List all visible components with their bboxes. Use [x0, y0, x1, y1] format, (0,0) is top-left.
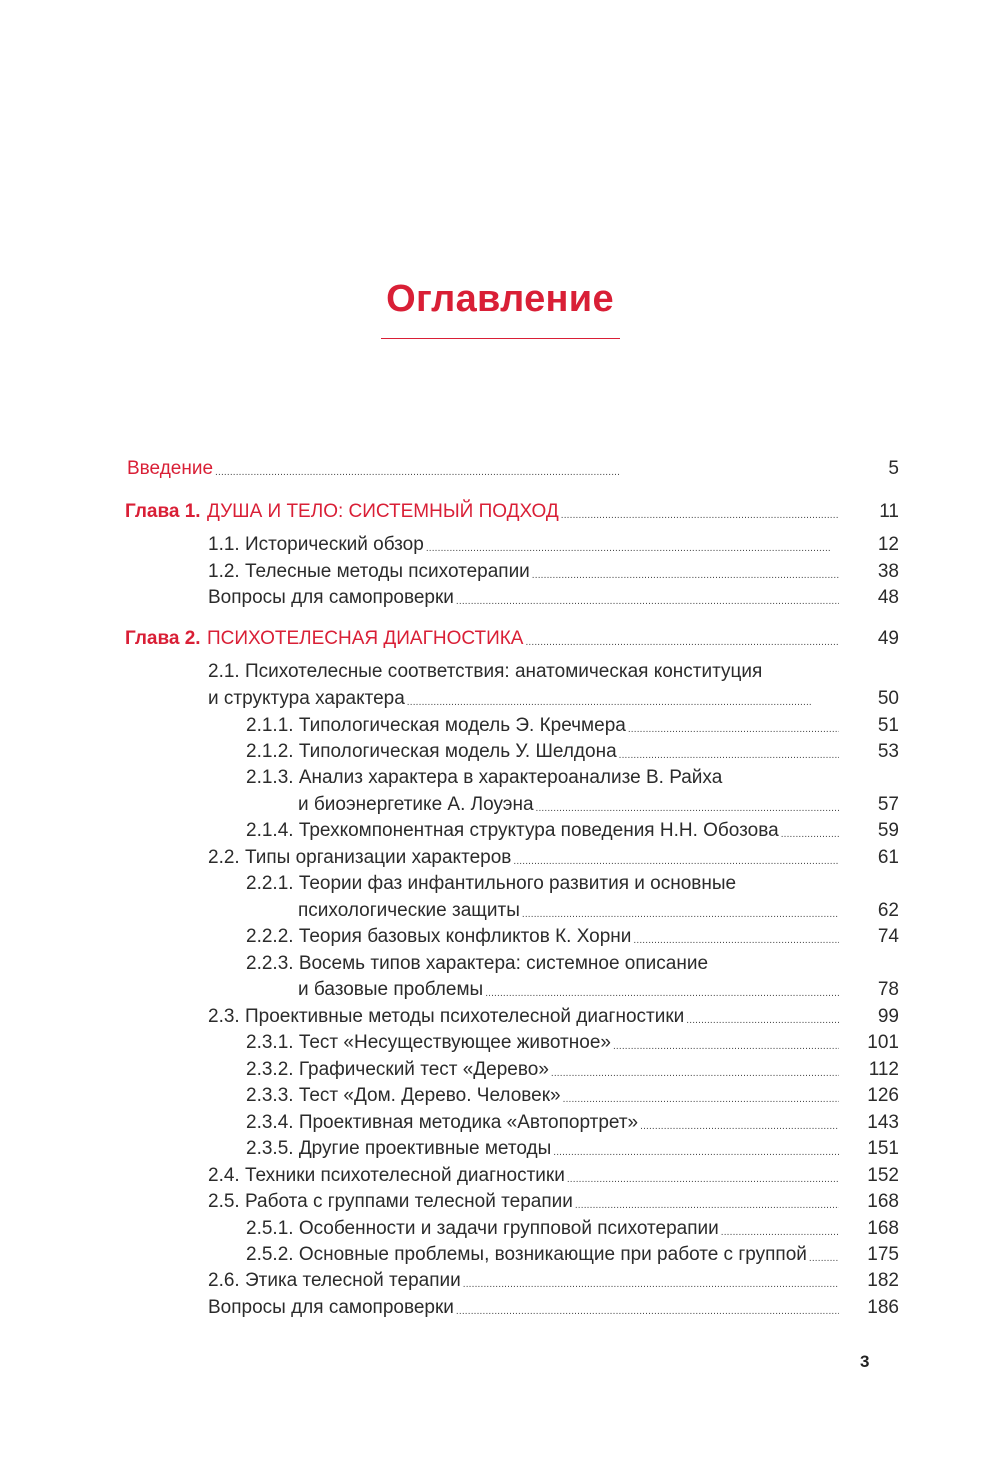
- chapter-title: ПСИХОТЕЛЕСНАЯ ДИАГНОСТИКА: [207, 628, 524, 649]
- toc-entry-page: 74: [877, 926, 899, 947]
- toc-entry-label: психологические защиты: [298, 900, 520, 921]
- leader-dots: [779, 818, 839, 844]
- toc-entry-questions-2[interactable]: [208, 1295, 899, 1321]
- toc-entry-label: 2.3.3. Тест «Дом. Дерево. Человек»: [246, 1085, 561, 1106]
- leader-dots: [719, 1216, 839, 1242]
- toc-entry-page: 11: [879, 501, 899, 522]
- toc-entry-page: 186: [867, 1297, 899, 1318]
- toc-entry-label: 2.3. Проективные методы психотелесной диагностики: [208, 1006, 685, 1027]
- toc-entry-2-1-3-line1: 2.1.3. Анализ характера в характероанализе В. Райха: [246, 767, 723, 788]
- toc-chapter-2[interactable]: [125, 626, 899, 652]
- toc-entry-2-3[interactable]: [208, 1004, 899, 1030]
- toc-entry-2-2[interactable]: [208, 845, 899, 871]
- toc-entry-label: 2.1.1. Типологическая модель Э. Кречмера: [246, 715, 626, 736]
- toc-entry-label: 2.5.1. Особенности и задачи групповой психотерапии: [246, 1218, 719, 1239]
- toc-entry-2-6[interactable]: [208, 1268, 899, 1294]
- toc-entry-page: 12: [877, 534, 899, 555]
- toc-entry-2-2-1[interactable]: [298, 898, 899, 924]
- leader-dots: [523, 626, 839, 652]
- leader-dots: [626, 713, 839, 739]
- toc-entry-label: 2.3.4. Проективная методика «Автопортрет»: [246, 1112, 639, 1133]
- leader-dots: [631, 924, 839, 950]
- leader-dots: [534, 792, 839, 818]
- leader-dots: [638, 1110, 839, 1136]
- toc-entry-label: Вопросы для самопроверки: [208, 1297, 454, 1318]
- chapter-number: Глава 2.: [125, 628, 201, 649]
- toc-entry-page: 151: [867, 1138, 899, 1159]
- toc-entry-page: 152: [867, 1165, 899, 1186]
- toc-entry-label: 2.1.2. Типологическая модель У. Шелдона: [246, 741, 617, 762]
- toc-entry-1-2[interactable]: [208, 559, 899, 585]
- toc-entry-2-3-1[interactable]: [246, 1030, 899, 1056]
- leader-dots: [530, 559, 839, 585]
- toc-entry-page: 62: [877, 900, 899, 921]
- toc-entry-2-1[interactable]: [208, 686, 899, 712]
- toc-entry-2-3-2[interactable]: [246, 1057, 899, 1083]
- leader-dots: [573, 1189, 839, 1215]
- toc-entry-page: 51: [877, 715, 899, 736]
- leader-dots: [807, 1242, 839, 1268]
- toc-entry-label: 2.5.2. Основные проблемы, возникающие при работе с группой: [246, 1244, 807, 1265]
- toc-entry-label: 2.6. Этика телесной терапии: [208, 1270, 461, 1291]
- toc-entry-label: 2.2. Типы организации характеров: [208, 847, 512, 868]
- page-number: 3: [860, 1352, 870, 1371]
- toc-entry-label: и структура характера: [208, 688, 405, 709]
- toc-entry-label: Вопросы для самопроверки: [208, 587, 454, 608]
- toc-entry-2-2-3-line1: 2.2.3. Восемь типов характера: системное описание: [246, 953, 709, 974]
- toc-entry-page: 99: [877, 1006, 899, 1027]
- leader-dots: [520, 898, 839, 924]
- toc-entry-page: 48: [877, 587, 899, 608]
- toc-entry-page: 53: [877, 741, 899, 762]
- toc-entry-page: 38: [877, 561, 899, 582]
- toc-entry-label: 2.5. Работа с группами телесной терапии: [208, 1191, 573, 1212]
- toc-entry-label: 2.2.2. Теория базовых конфликтов К. Хорни: [246, 926, 632, 947]
- toc-entry-page: 112: [868, 1059, 899, 1080]
- toc-entry-label: 2.3.5. Другие проективные методы: [246, 1138, 552, 1159]
- toc-entry-label: 1.2. Телесные методы психотерапии: [208, 561, 530, 582]
- toc-entry-2-5-2[interactable]: [246, 1242, 899, 1268]
- leader-dots: [213, 456, 839, 482]
- leader-dots: [565, 1163, 839, 1189]
- toc-entry-page: 168: [867, 1218, 899, 1239]
- toc-entry-label: 2.1.4. Трехкомпонентная структура поведения Н.Н. Обозова: [246, 820, 779, 841]
- toc-entry-page: 50: [877, 688, 899, 709]
- toc-entry-page: 61: [877, 847, 899, 868]
- toc-entry-2-1-1[interactable]: [246, 713, 899, 739]
- leader-dots: [549, 1057, 839, 1083]
- toc-entry-2-2-3[interactable]: [298, 977, 899, 1003]
- toc-entry-intro[interactable]: [127, 456, 899, 482]
- leader-dots: [617, 739, 839, 765]
- toc-entry-page: 78: [877, 979, 899, 1000]
- toc-entry-page: 59: [877, 820, 899, 841]
- toc-entry-page: 175: [867, 1244, 899, 1265]
- toc-entry-1-1[interactable]: [208, 532, 899, 558]
- toc-entry-label: 2.3.2. Графический тест «Дерево»: [246, 1059, 549, 1080]
- toc-entry-2-3-5[interactable]: [246, 1136, 899, 1162]
- toc-entry-page: 143: [867, 1112, 899, 1133]
- toc-entry-label: 2.4. Техники психотелесной диагностики: [208, 1165, 565, 1186]
- leader-dots: [454, 1295, 839, 1321]
- leader-dots: [454, 585, 839, 611]
- toc-entry-2-4[interactable]: [208, 1163, 899, 1189]
- leader-dots: [405, 686, 839, 712]
- toc-entry-label: Введение: [127, 458, 214, 479]
- leader-dots: [461, 1268, 839, 1294]
- chapter-number: Глава 1.: [125, 501, 201, 522]
- toc-entry-label: 2.3.1. Тест «Несуществующее животное»: [246, 1032, 611, 1053]
- leader-dots: [551, 1136, 839, 1162]
- toc-entry-2-1-2[interactable]: [246, 739, 899, 765]
- leader-dots: [424, 532, 839, 558]
- toc-entry-2-1-line1: 2.1. Психотелесные соответствия: анатомическая конституция: [208, 661, 763, 682]
- page-title: Оглавление: [386, 278, 614, 320]
- toc-entry-label: 1.1. Исторический обзор: [208, 534, 424, 555]
- toc-entry-2-5-1[interactable]: [246, 1216, 899, 1242]
- toc-entry-2-2-2[interactable]: [246, 924, 899, 950]
- toc-entry-questions-1[interactable]: [208, 585, 899, 611]
- leader-dots: [684, 1004, 839, 1030]
- toc-entry-label: и биоэнергетике А. Лоуэна: [298, 794, 534, 815]
- toc-entry-2-1-3[interactable]: [298, 792, 899, 818]
- toc-entry-page: 57: [877, 794, 899, 815]
- title-underline: [381, 338, 620, 339]
- toc-entry-page: 182: [867, 1270, 899, 1291]
- leader-dots: [561, 1083, 839, 1109]
- toc-entry-page: 168: [867, 1191, 899, 1212]
- toc-entry-page: 101: [867, 1032, 899, 1053]
- leader-dots: [511, 845, 839, 871]
- toc-entry-page: 49: [877, 628, 899, 649]
- toc-entry-2-3-3[interactable]: [246, 1083, 899, 1109]
- toc-entry-2-3-4[interactable]: [246, 1110, 899, 1136]
- leader-dots: [483, 977, 839, 1003]
- toc-entry-2-2-1-line1: 2.2.1. Теории фаз инфантильного развития и основные: [246, 873, 737, 894]
- chapter-title: ДУША И ТЕЛО: СИСТЕМНЫЙ ПОДХОД: [207, 501, 559, 522]
- toc-entry-2-1-4[interactable]: [246, 818, 899, 844]
- leader-dots: [559, 499, 839, 525]
- toc-entry-2-5[interactable]: [208, 1189, 899, 1215]
- toc-entry-page: 5: [888, 458, 899, 479]
- leader-dots: [611, 1030, 839, 1056]
- toc-chapter-1[interactable]: [125, 499, 899, 525]
- toc-entry-label: и базовые проблемы: [298, 979, 484, 1000]
- toc-entry-page: 126: [867, 1085, 899, 1106]
